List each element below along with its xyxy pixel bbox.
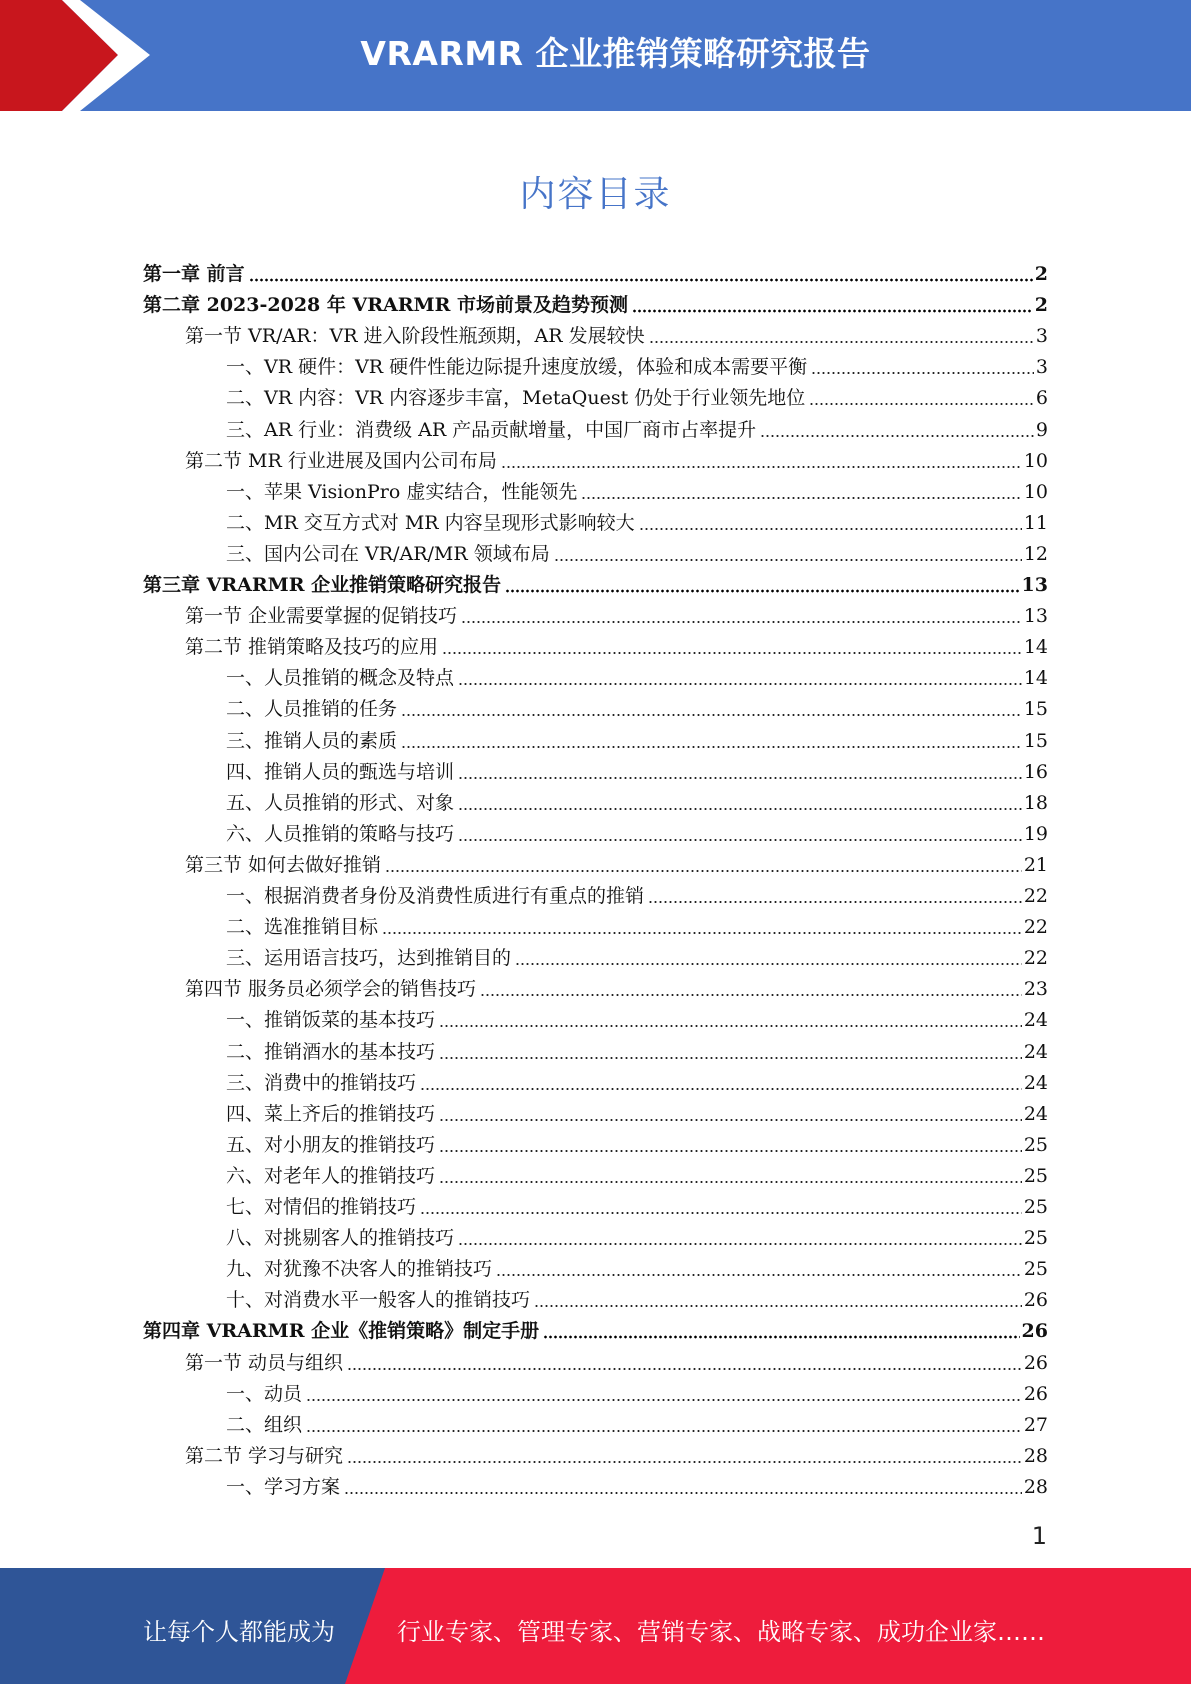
toc-entry-title: 二、VR 内容：VR 内容逐步丰富，MetaQuest 仍处于行业领先地位 — [226, 387, 806, 410]
toc-entry-page: 16 — [1023, 760, 1048, 783]
toc-entry-title: 第二节 学习与研究 — [185, 1444, 344, 1467]
toc-dot-leader — [534, 1304, 1022, 1308]
toc-dot-leader — [458, 776, 1022, 780]
toc-entry-page: 6 — [1035, 387, 1048, 410]
toc-dot-leader — [501, 465, 1022, 469]
toc-dot-leader — [458, 1242, 1022, 1246]
toc-entry[interactable] — [226, 1156, 1048, 1187]
toc-entry[interactable] — [226, 938, 1048, 969]
toc-dot-leader — [401, 745, 1022, 749]
toc-entry-title: 一、根据消费者身份及消费性质进行有重点的推销 — [226, 885, 645, 907]
toc-entry[interactable] — [185, 441, 1048, 472]
toc-dot-leader — [639, 527, 1022, 531]
toc-entry-page: 13 — [1021, 574, 1048, 596]
toc-dot-leader — [461, 620, 1022, 624]
toc-entry-title: 一、动员 — [226, 1382, 303, 1405]
header-title: VRARMR 企业推销策略研究报告 — [360, 34, 871, 73]
toc-entry-title: 二、推销酒水的基本技巧 — [226, 1040, 436, 1063]
toc-entry-page: 24 — [1023, 1071, 1048, 1094]
toc-entry-title: 四、菜上齐后的推销技巧 — [226, 1102, 436, 1125]
toc-entry[interactable] — [185, 627, 1048, 658]
toc-entry-title: 第四节 服务员必须学会的销售技巧 — [185, 978, 477, 1001]
toc-entry-page: 3 — [1035, 356, 1048, 379]
toc-entry[interactable] — [226, 907, 1048, 938]
toc-entry-title: 三、国内公司在 VR/AR/MR 领域布局 — [226, 542, 550, 565]
toc-entry-title: 一、学习方案 — [226, 1475, 341, 1498]
toc-entry-page: 24 — [1023, 1009, 1048, 1032]
toc-dot-leader — [385, 869, 1022, 873]
toc-entry-page: 27 — [1023, 1413, 1048, 1436]
toc-dot-leader — [401, 713, 1022, 717]
toc-entry-title: 第一章 前言 — [143, 263, 245, 285]
toc-entry-page: 2 — [1034, 294, 1048, 317]
toc-entry[interactable] — [226, 1032, 1048, 1063]
toc-entry[interactable] — [226, 876, 1048, 907]
toc-entry-page: 15 — [1023, 698, 1048, 721]
toc-entry-title: 七、对情侣的推销技巧 — [226, 1196, 417, 1218]
toc-entry-page: 25 — [1023, 1164, 1048, 1187]
toc-entry-title: 一、人员推销的概念及特点 — [226, 667, 455, 690]
toc-dot-leader — [439, 1180, 1022, 1184]
toc-entry[interactable] — [226, 1374, 1048, 1405]
toc-dot-leader — [344, 1491, 1022, 1495]
toc-entry[interactable] — [226, 534, 1048, 565]
toc-entry[interactable] — [226, 814, 1048, 845]
toc-dot-leader — [306, 1429, 1022, 1433]
toc-entry-page: 18 — [1023, 791, 1048, 814]
toc-dot-leader — [515, 962, 1022, 966]
toc-entry[interactable] — [226, 752, 1048, 783]
toc-entry-title: 二、组织 — [226, 1413, 303, 1436]
toc-entry[interactable] — [185, 316, 1048, 347]
toc-entry[interactable] — [226, 378, 1048, 409]
toc-dot-leader — [249, 278, 1033, 282]
toc-entry-title: 第二节 MR 行业进展及国内公司布局 — [185, 449, 497, 472]
toc-entry[interactable] — [226, 1000, 1048, 1031]
toc-dot-leader — [811, 371, 1034, 375]
toc-entry-page: 26 — [1023, 1382, 1048, 1405]
toc-entry[interactable] — [226, 689, 1048, 720]
toc-entry[interactable] — [226, 1063, 1048, 1094]
toc-entry-page: 25 — [1023, 1258, 1048, 1281]
toc-dot-leader — [480, 993, 1022, 997]
footer-slogan-left: 让每个人都能成为 — [143, 1618, 335, 1646]
toc-entry-title: 一、苹果 VisionPro 虚实结合，性能领先 — [226, 480, 578, 503]
toc-dot-leader — [439, 1024, 1022, 1028]
toc-entry-page: 24 — [1023, 1040, 1048, 1063]
toc-dot-leader — [760, 434, 1034, 438]
toc-entry-title: 二、人员推销的任务 — [226, 698, 398, 721]
toc-dot-leader — [442, 651, 1022, 655]
toc-entry-page: 26 — [1023, 1289, 1048, 1312]
toc-dot-leader — [420, 1087, 1022, 1091]
toc-entry-page: 12 — [1023, 542, 1048, 565]
toc-entry[interactable] — [226, 1187, 1048, 1218]
toc-entry-page: 3 — [1035, 325, 1048, 348]
toc-dot-leader — [554, 558, 1022, 562]
toc-entry-title: 六、对老年人的推销技巧 — [226, 1164, 436, 1187]
toc-entry-page: 25 — [1023, 1227, 1048, 1250]
toc-dot-leader — [439, 1118, 1022, 1122]
toc-entry[interactable] — [185, 596, 1048, 627]
toc-entry[interactable] — [226, 472, 1048, 503]
toc-entry-page: 13 — [1023, 605, 1048, 628]
toc-entry[interactable] — [185, 845, 1048, 876]
toc-entry-title: 六、人员推销的策略与技巧 — [226, 822, 455, 845]
toc-dot-leader — [458, 807, 1022, 811]
toc-entry-title: 一、VR 硬件：VR 硬件性能边际提升速度放缓，体验和成本需要平衡 — [226, 356, 808, 379]
toc-dot-leader — [496, 1273, 1022, 1277]
toc-dot-leader — [439, 1149, 1022, 1153]
toc-entry[interactable] — [226, 410, 1048, 441]
toc-entry-page: 28 — [1023, 1444, 1048, 1467]
toc-dot-leader — [420, 1211, 1022, 1215]
toc-entry-page: 10 — [1023, 449, 1048, 472]
footer-slogan-right: 行业专家、管理专家、营销专家、战略专家、成功企业家…… — [397, 1618, 1045, 1646]
toc-entry[interactable] — [226, 783, 1048, 814]
toc-entry-page: 24 — [1023, 1102, 1048, 1125]
toc-entry-title: 九、对犹豫不决客人的推销技巧 — [226, 1258, 493, 1281]
toc-entry-page: 26 — [1021, 1320, 1048, 1343]
toc-entry-title: 二、MR 交互方式对 MR 内容呈现形式影响较大 — [226, 511, 635, 534]
page-number: 1 — [1031, 1522, 1047, 1550]
toc-dot-leader — [347, 1460, 1022, 1464]
toc-entry-title: 三、推销人员的素质 — [226, 729, 398, 752]
toc-entry-page: 14 — [1023, 667, 1048, 690]
toc-dot-leader — [306, 1398, 1022, 1402]
toc-entry-title: 一、推销饭菜的基本技巧 — [226, 1009, 436, 1032]
toc-dot-leader — [632, 309, 1033, 313]
toc-entry-title: 三、运用语言技巧，达到推销目的 — [226, 947, 512, 970]
toc-dot-leader — [581, 496, 1021, 500]
toc-entry-page: 15 — [1023, 729, 1048, 752]
toc-entry-title: 八、对挑剔客人的推销技巧 — [226, 1227, 455, 1250]
toc-entry-page: 21 — [1023, 853, 1048, 876]
toc-entry-title: 第三章 VRARMR 企业推销策略研究报告 — [143, 574, 502, 596]
toc-entry-title: 第一节 VR/AR：VR 进入阶段性瓶颈期，AR 发展较快 — [185, 325, 645, 348]
toc-dot-leader — [439, 1056, 1022, 1060]
toc-entry-page: 19 — [1023, 822, 1048, 845]
toc-entry-title: 第一节 动员与组织 — [185, 1351, 344, 1374]
toc-entry-page: 25 — [1023, 1196, 1048, 1218]
toc-entry-title: 三、消费中的推销技巧 — [226, 1071, 417, 1094]
toc-dot-leader — [649, 340, 1034, 344]
toc-entry[interactable] — [143, 565, 1048, 596]
toc-entry-title: 四、推销人员的甄选与培训 — [226, 760, 455, 783]
toc-dot-leader — [809, 402, 1034, 406]
toc-entry-page: 22 — [1023, 947, 1048, 970]
toc-entry-page: 11 — [1023, 511, 1048, 534]
toc-entry-page: 25 — [1023, 1133, 1048, 1156]
toc-entry-page: 2 — [1034, 263, 1048, 285]
toc-entry-title: 二、选准推销目标 — [226, 916, 379, 939]
toc-entry[interactable] — [226, 721, 1048, 752]
toc-entry[interactable] — [226, 1094, 1048, 1125]
toc-entry-page: 22 — [1023, 885, 1048, 907]
toc-entry-title: 五、人员推销的形式、对象 — [226, 791, 455, 814]
toc-dot-leader — [382, 931, 1022, 935]
toc-entry[interactable] — [226, 1467, 1048, 1498]
toc-entry-page: 10 — [1023, 480, 1048, 503]
toc-entry-title: 第二章 2023-2028 年 VRARMR 市场前景及趋势预测 — [143, 294, 628, 317]
toc-entry[interactable] — [185, 969, 1048, 1000]
toc-entry[interactable] — [226, 1125, 1048, 1156]
toc-dot-leader — [347, 1367, 1022, 1371]
toc-entry[interactable] — [185, 1343, 1048, 1374]
toc-entry[interactable] — [143, 285, 1048, 316]
toc-dot-leader — [505, 589, 1019, 593]
toc-dot-leader — [648, 900, 1022, 904]
toc-entry-page: 14 — [1023, 636, 1048, 659]
toc-entry-title: 第三节 如何去做好推销 — [185, 853, 382, 876]
toc-entry-page: 22 — [1023, 916, 1048, 939]
toc-entry-title: 五、对小朋友的推销技巧 — [226, 1133, 436, 1156]
footer-banner — [0, 1568, 1191, 1684]
toc-entry[interactable] — [143, 1311, 1048, 1342]
toc-entry[interactable] — [226, 1280, 1048, 1311]
toc-entry-page: 9 — [1035, 418, 1048, 441]
toc-entry[interactable] — [226, 1405, 1048, 1436]
toc-entry-title: 第二节 推销策略及技巧的应用 — [185, 636, 439, 659]
toc-dot-leader — [458, 682, 1022, 686]
toc-entry[interactable] — [226, 347, 1048, 378]
toc-entry[interactable] — [226, 503, 1048, 534]
toc-entry-title: 第一节 企业需要掌握的促销技巧 — [185, 605, 458, 628]
toc-entry-title: 三、AR 行业：消费级 AR 产品贡献增量，中国厂商市占率提升 — [226, 418, 757, 441]
toc-entry[interactable] — [143, 254, 1048, 285]
toc-entry-page: 28 — [1023, 1475, 1048, 1498]
toc-heading: 内容目录 — [519, 174, 672, 215]
toc-entry-page: 26 — [1023, 1351, 1048, 1374]
toc-entry-title: 十、对消费水平一般客人的推销技巧 — [226, 1289, 531, 1312]
toc-entry[interactable] — [226, 658, 1048, 689]
header-banner — [0, 0, 1191, 111]
toc-entry-title: 第四章 VRARMR 企业《推销策略》制定手册 — [143, 1320, 540, 1343]
toc-entry-page: 23 — [1023, 978, 1048, 1001]
toc-dot-leader — [458, 838, 1022, 842]
toc-entry[interactable] — [226, 1249, 1048, 1280]
toc-entry[interactable] — [185, 1436, 1048, 1467]
toc-dot-leader — [543, 1335, 1019, 1339]
toc-entry[interactable] — [226, 1218, 1048, 1249]
